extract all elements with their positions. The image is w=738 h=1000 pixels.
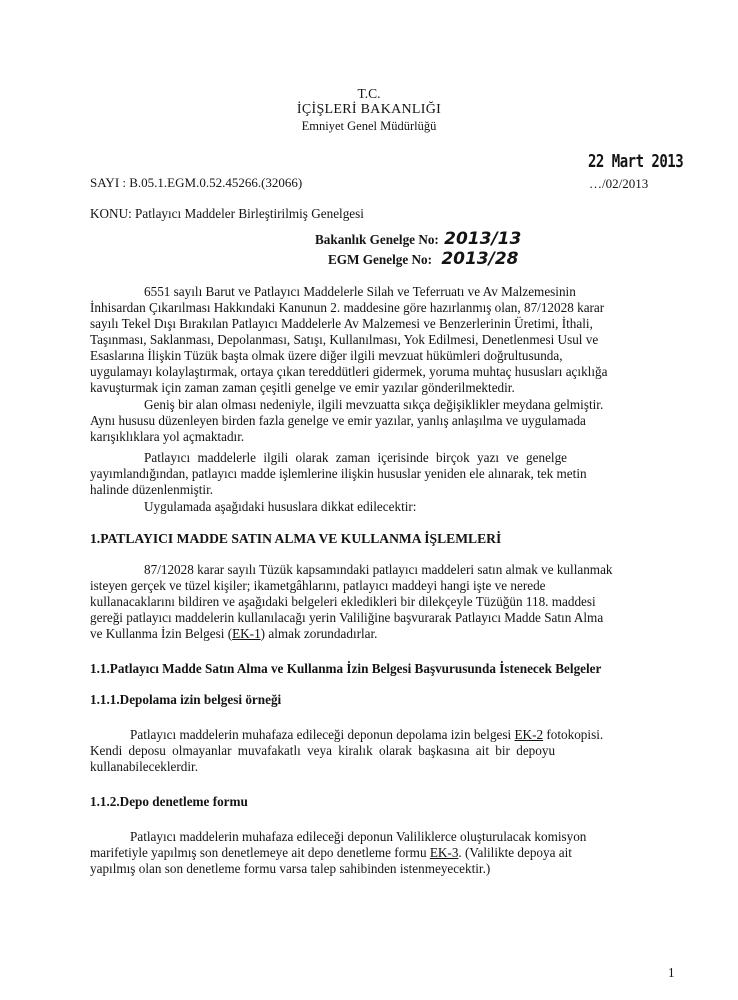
ministry-circular-label: Bakanlık Genelge No: xyxy=(315,232,439,247)
paragraph-line xyxy=(90,845,678,861)
annex-2-link[interactable]: EK-2 xyxy=(514,727,544,742)
page-number: 1 xyxy=(668,965,675,980)
section-1-heading: 1.PATLAYICI MADDE SATIN ALMA VE KULLANMA İŞLEMLERİ xyxy=(90,531,502,546)
paragraph-line: kavuşturmak için zaman zaman çeşitli genelge ve emir yazılar gönderilmektedir. xyxy=(90,380,515,395)
paragraph-line: 6551 sayılı Barut ve Patlayıcı Maddelerle Silah ve Teferruatı ve Av Malzemesinin xyxy=(144,284,576,299)
paragraph-line: gereği patlayıcı maddelerin kullanılacağı yerin Valiliğine başvurarak Patlayıcı Madde Satın Alma xyxy=(90,610,604,625)
paragraph-line: karışıklıklara yol açmaktadır. xyxy=(90,429,245,444)
section-1-1-1-heading: 1.1.1.Depolama izin belgesi örneği xyxy=(90,692,282,707)
paragraph-line: Kendi deposu olmayanlar muvafakatlı veya kiralık olarak başkasına ait bir depoyu xyxy=(90,743,556,758)
paragraph-line: 87/12028 karar sayılı Tüzük kapsamındaki patlayıcı maddeleri satın almak ve kullanmak xyxy=(144,562,613,577)
annex-1-link[interactable]: EK-1 xyxy=(232,626,261,641)
text-fragment: ve Kullanma İzin Belgesi ( xyxy=(90,626,233,641)
paragraph-intro xyxy=(90,284,678,396)
paragraph-line: sayılı Tekel Dışı Bırakılan Patlayıcı Maddelerle Av Malzemesi ve Benzerlerinin Üretimi, İthali, xyxy=(90,316,593,331)
paragraph-changes xyxy=(90,397,678,445)
text-fragment: . (Valilikte depoya ait xyxy=(458,845,572,860)
annex-3-link[interactable]: EK-3 xyxy=(429,845,459,860)
egm-circular-number xyxy=(328,251,519,268)
section-1-1-1-body xyxy=(90,727,678,775)
egm-circular-value: 2013/28 xyxy=(441,249,519,269)
paragraph-line: kullanabileceklerdir. xyxy=(90,759,199,774)
letterhead-directorate: Emniyet Genel Müdürlüğü xyxy=(301,119,437,133)
letterhead xyxy=(0,86,738,134)
text-fragment: ) almak zorundadırlar. xyxy=(260,626,378,641)
letterhead-tc: T.C. xyxy=(357,86,381,101)
paragraph-line xyxy=(90,727,678,743)
paragraph-line: Esaslarına İlişkin Tüzük başta olmak üzere diğer ilgili mevzuat hükümleri doğrultusunda, xyxy=(90,348,563,363)
paragraph-line: yapılmış olan son denetleme formu varsa talep sahibinden istenmeyecektir.) xyxy=(90,861,491,876)
paragraph-line: Patlayıcı maddelerle ilgili olarak zaman içerisinde birçok yazı ve genelge xyxy=(144,450,568,465)
ministry-circular-number xyxy=(315,231,521,248)
paragraph-line: Patlayıcı maddelerin muhafaza edileceği deponun Valiliklerce oluşturulacak komisyon xyxy=(130,829,587,844)
paragraph-line: Geniş bir alan olması nedeniyle, ilgili mevzuatta sıkça değişiklikler meydana gelmiştir. xyxy=(144,397,604,412)
paragraph-line: uygulamayı kolaylaştırmak, ortaya çıkan tereddütleri gidermek, yoruma muhtaç hususları açıklığa xyxy=(90,364,608,379)
paragraph-line: Taşınması, Saklanması, Depolanması, Satışı, Kullanılması, Yok Edilmesi, Denetlenmesi Usul ve xyxy=(90,332,599,347)
paragraph-line: kullanacaklarını bildiren ve aşağıdaki belgeleri ekledikleri bir dilekçeyle Tüzüğün 118. maddesi xyxy=(90,594,596,609)
text-fragment: marifetiyle yapılmış son denetlemeye ait depo denetleme formu xyxy=(90,845,430,860)
paragraph-line: Aynı hususu düzenleyen birden fazla genelge ve emir yazılar, yanlış anlaşılma ve uygulamada xyxy=(90,413,586,428)
paragraph-line xyxy=(90,626,678,642)
paragraph-line: isteyen gerçek ve tüzel kişiler; ikametgâhlarını, patlayıcı maddeyi hangi işte ve nerede xyxy=(90,578,546,593)
section-1-1-2-heading: 1.1.2.Depo denetleme formu xyxy=(90,794,248,809)
paragraph-notice: Uygulamada aşağıdaki hususlara dikkat edilecektir: xyxy=(144,499,417,514)
section-1-1-2-body xyxy=(90,829,678,877)
paragraph-line: İnhisardan Çıkarılması Hakkındaki Kanunun 2. maddesine göre hazırlanmış olan, 87/12028 karar xyxy=(90,300,605,315)
paragraph-line: halinde düzenlenmiştir. xyxy=(90,482,214,497)
date-stamp: 22 Mart 2013 xyxy=(588,152,684,172)
reference-number: SAYI : B.05.1.EGM.0.52.45266.(32066) xyxy=(90,175,303,190)
section-1-1-heading: 1.1.Patlayıcı Madde Satın Alma ve Kullanma İzin Belgesi Başvurusunda İstenecek Belgeler xyxy=(90,661,602,676)
egm-circular-label: EGM Genelge No: xyxy=(328,252,433,267)
subject-line: KONU: Patlayıcı Maddeler Birleştirilmiş Genelgesi xyxy=(90,206,364,221)
paragraph-consolidation xyxy=(90,450,678,498)
text-fragment: fotokopisi. xyxy=(543,727,604,742)
text-fragment: Patlayıcı maddelerin muhafaza edileceği deponun depolama izin belgesi xyxy=(130,727,515,742)
letterhead-ministry: İÇİŞLERİ BAKANLIĞI xyxy=(296,102,442,117)
section-1-body xyxy=(90,562,678,642)
ministry-circular-value: 2013/13 xyxy=(444,229,522,249)
typed-date: …/02/2013 xyxy=(589,176,649,191)
paragraph-line: yayımlandığından, patlayıcı madde işlemlerine ilişkin hususlar yeniden ele alınarak, tek metin xyxy=(90,466,587,481)
